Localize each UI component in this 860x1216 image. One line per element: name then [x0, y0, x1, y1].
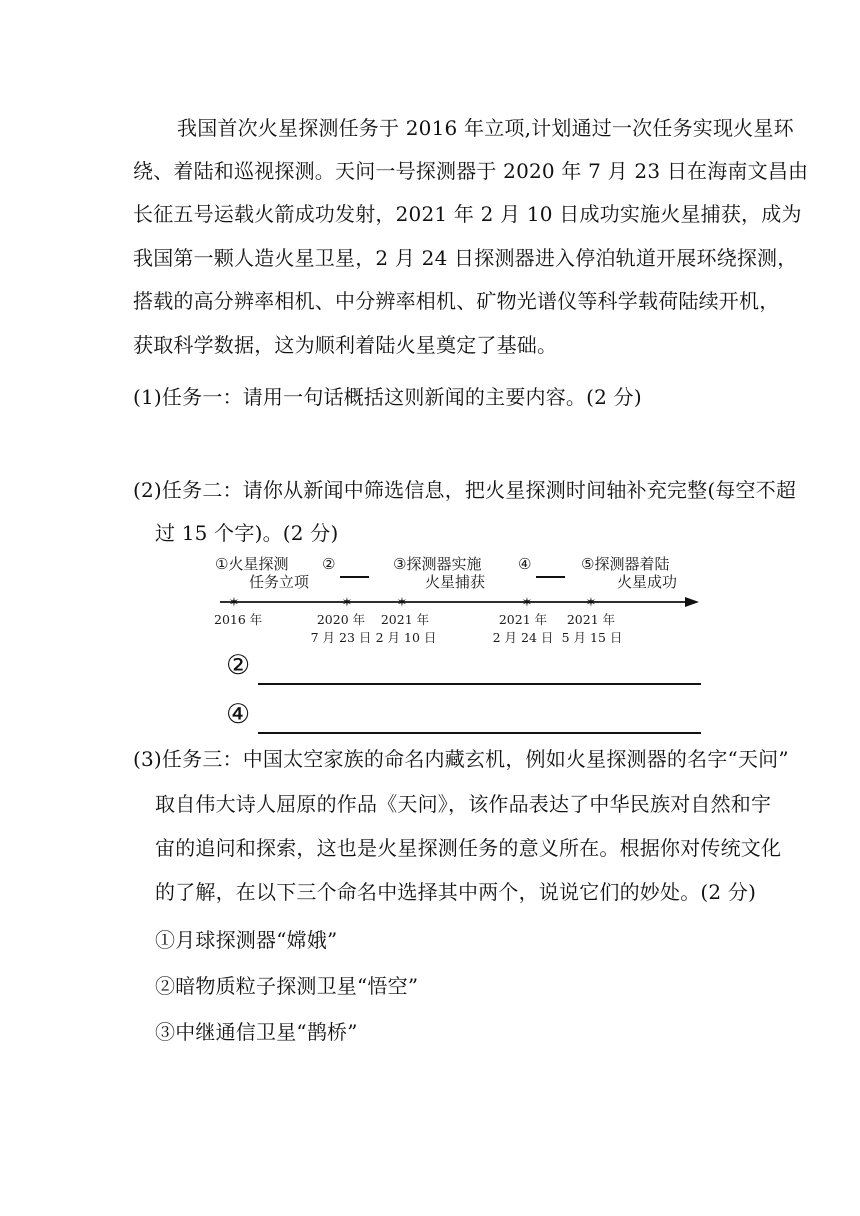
task2-question-line-2: 过 15 个字)。(2 分) — [155, 521, 339, 545]
task3-line-2: 取自伟大诗人屈原的作品《天问》，该作品表达了中华民族对自然和宇 — [155, 792, 772, 816]
timeline-event-4: ④ — [518, 555, 532, 573]
passage-line-1: 我国首次火星探测任务于 2016 年立项,计划通过一次任务实现火星环 — [177, 116, 794, 140]
timeline-blank-2 — [340, 576, 369, 578]
timeline-date-3-line-1: 2021 年 — [380, 612, 430, 627]
timeline-date-3-line-2: 2 月 10 日 — [375, 630, 437, 645]
answer-label-4: ④ — [226, 699, 251, 730]
answer-blank-4[interactable] — [258, 732, 701, 734]
timeline-event-1-line-2: 任务立项 — [249, 573, 310, 591]
answer-blank-2[interactable] — [258, 683, 701, 685]
name-option-2: ②暗物质粒子探测卫星“悟空” — [155, 974, 419, 998]
timeline-axis — [205, 592, 705, 612]
name-option-3: ③中继通信卫星“鹊桥” — [155, 1020, 358, 1044]
timeline-tick-4: ✶ — [521, 595, 533, 611]
task3-line-4: 的了解，在以下三个命名中选择其中两个，说说它们的妙处。(2 分) — [155, 880, 757, 904]
timeline-event-3-line-2: 火星捕获 — [425, 573, 486, 591]
task2-question-line-1: (2)任务二：请你从新闻中筛选信息，把火星探测时间轴补充完整(每空不超 — [133, 478, 797, 502]
timeline-date-1-line-1: 2016 年 — [214, 612, 263, 627]
mars-timeline — [205, 550, 705, 650]
passage-line-3: 长征五号运载火箭成功发射，2021 年 2 月 10 日成功实施火星捕获，成为 — [133, 202, 802, 226]
timeline-date-4-line-2: 2 月 24 日 — [492, 630, 554, 645]
answer-row-2 — [226, 650, 701, 685]
timeline-tick-5: ✶ — [585, 595, 597, 611]
passage-line-5: 搭载的高分辨率相机、中分辨率相机、矿物光谱仪等科学载荷陆续开机， — [133, 289, 780, 313]
task3-line-1: (3)任务三：中国太空家族的命名内藏玄机，例如火星探测器的名字“天问” — [133, 747, 789, 771]
timeline-date-5-line-1: 2021 年 — [566, 612, 616, 627]
timeline-tick-3: ✶ — [396, 595, 408, 611]
timeline-event-5-line-1: ⑤探测器着陆 — [581, 555, 670, 573]
timeline-date-2-line-2: 7 月 23 日 — [310, 630, 372, 645]
passage-line-2: 绕、着陆和巡视探测。天问一号探测器于 2020 年 7 月 23 日在海南文昌由 — [133, 159, 809, 183]
task1-question: (1)任务一：请用一句话概括这则新闻的主要内容。(2 分) — [133, 385, 642, 409]
task3-line-3: 宙的追问和探索，这也是火星探测任务的意义所在。根据你对传统文化 — [155, 836, 782, 860]
timeline-event-5-line-2: 火星成功 — [617, 573, 678, 591]
timeline-date-5-line-2: 5 月 15 日 — [561, 630, 623, 645]
timeline-tick-1: ✶ — [228, 595, 240, 611]
passage-line-6: 获取科学数据，这为顺利着陆火星奠定了基础。 — [133, 333, 558, 357]
passage-line-4: 我国第一颗人造火星卫星，2 月 24 日探测器进入停泊轨道开展环绕探测， — [133, 246, 798, 270]
timeline-event-3-line-1: ③探测器实施 — [393, 555, 482, 573]
timeline-date-4-line-1: 2021 年 — [498, 612, 548, 627]
timeline-tick-2: ✶ — [341, 595, 353, 611]
timeline-blank-4 — [536, 576, 565, 578]
timeline-date-2-line-1: 2020 年 — [316, 612, 366, 627]
name-option-1: ①月球探测器“嫦娥” — [155, 928, 338, 952]
timeline-event-1-line-1: ①火星探测 — [215, 555, 289, 573]
answer-label-2: ② — [226, 650, 251, 681]
timeline-event-2: ② — [322, 555, 336, 573]
answer-row-4 — [226, 699, 701, 734]
